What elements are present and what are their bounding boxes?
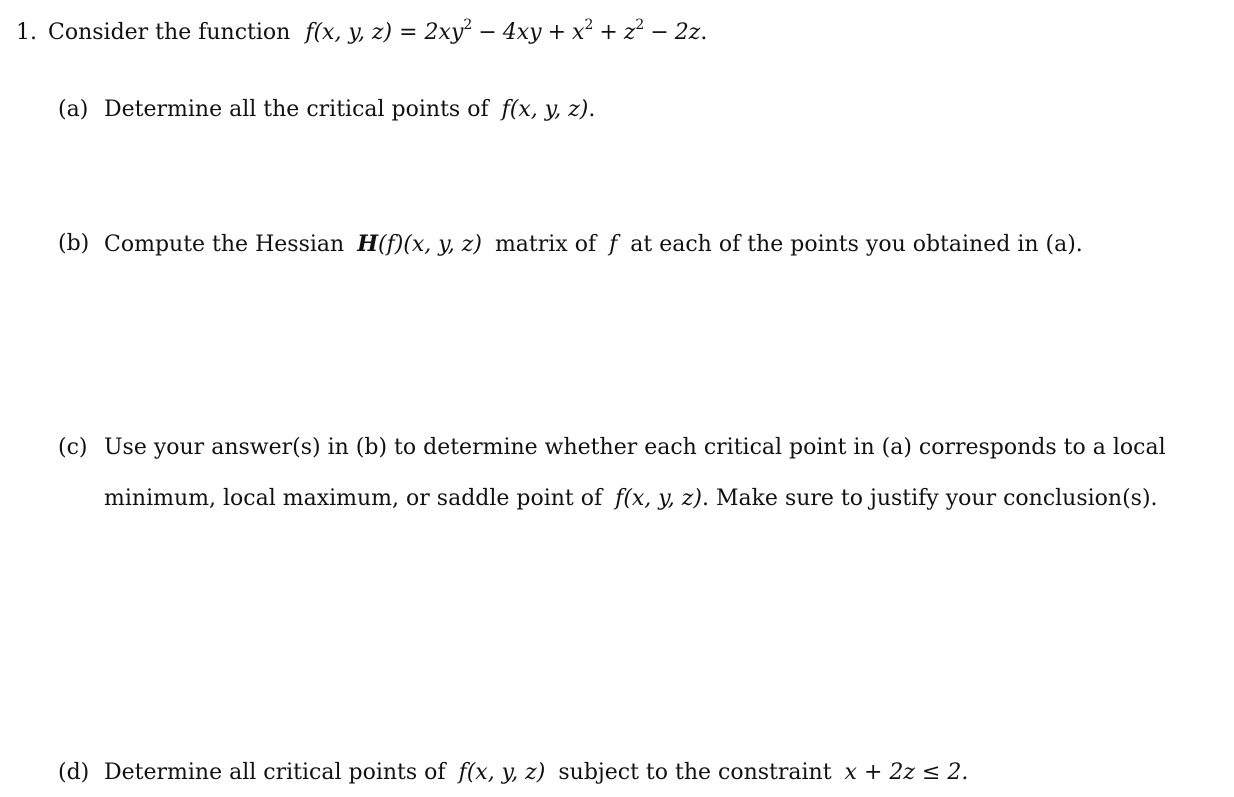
part-b-math-f: f [609,232,618,257]
problem-number: 1. [16,20,37,45]
part-c-math: f(x, y, z) [615,486,702,511]
part-c-line2-after: . Make sure to justify your conclusion(s). [701,486,1158,511]
part-c-line2 [104,488,1158,510]
part-a-text [104,99,595,121]
part-d-constraint: x + 2z ≤ 2. [844,760,969,785]
part-a-math: f(x, y, z) [501,97,589,122]
part-b-text-after: at each of the points you obtained in (a). [630,232,1083,257]
part-c-line2-before: minimum, local maximum, or saddle point of [104,486,603,511]
part-d-math: f(x, y, z) [458,760,546,785]
hessian-arg: (f)(x, y, z) [377,232,482,257]
function-expression: f(x, y, z) [305,20,393,45]
part-b-text [104,233,1083,256]
part-b-text-middle: matrix of [494,232,597,257]
part-a-text-before: Determine all the critical points of [104,97,489,122]
part-d-text-before: Determine all critical points of [104,760,446,785]
part-b-text-before: Compute the Hessian [104,232,345,257]
part-d-text [104,762,968,784]
hessian-symbol: H [357,231,378,257]
problem-intro: Consider the function [48,20,291,45]
part-b-label: (b) [58,231,90,256]
part-a-text-after: . [588,97,596,122]
part-a-label: (a) [58,97,89,122]
part-d-text-middle: subject to the constraint [558,760,832,785]
part-d-label: (d) [58,760,90,785]
part-c-label: (c) [58,435,88,460]
part-c-line1: Use your answer(s) in (b) to determine whether each critical point in (a) corresponds to a local [104,435,1166,460]
problem-statement: Consider the function f(x, y, $z) = 2xy^2 - 4xy + x^2 + z^2 - 2z$. [48,16,708,45]
